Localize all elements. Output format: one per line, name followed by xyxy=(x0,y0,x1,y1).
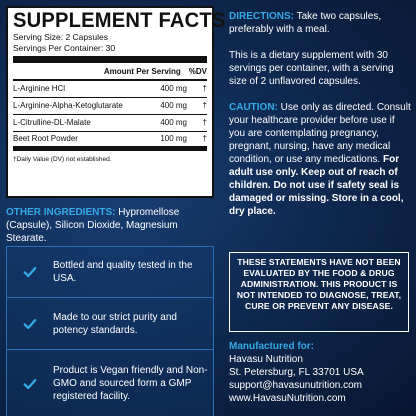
company-name: Havasu Nutrition xyxy=(229,354,303,365)
claim-text: Bottled and quality tested in the USA. xyxy=(53,260,193,284)
claim-item xyxy=(6,350,214,416)
facts-row xyxy=(13,81,207,98)
ingredient-dv: † xyxy=(202,118,207,127)
website: www.HavasuNutrition.com xyxy=(229,393,346,404)
ingredient-dv: † xyxy=(202,84,207,93)
company-address: St. Petersburg, FL 33701 USA xyxy=(229,367,364,378)
caution-text: Use only as directed. Consult your healthcare provider before use if you are contemplating pregnancy, pregnant, nursing, have any medical condition, or use any medications. xyxy=(229,102,411,165)
claims-list xyxy=(6,246,214,416)
directions-label: DIRECTIONS: xyxy=(229,11,294,22)
manufacturer-label: Manufactured for: xyxy=(229,341,314,352)
servings-per-container: Servings Per Container: 30 xyxy=(13,43,116,53)
caution-label: CAUTION: xyxy=(229,102,278,113)
check-icon xyxy=(7,298,53,349)
ingredient-dv: † xyxy=(202,101,207,110)
caution xyxy=(229,101,413,218)
product-description: This is a dietary supplement with 30 servings per container, with a serving size of 2 unflavored capsules. xyxy=(229,50,394,87)
facts-divider xyxy=(13,56,207,63)
check-icon xyxy=(7,350,53,416)
ingredient-name: L-Citrulline-DL-Malate xyxy=(13,118,91,127)
ingredient-amount: 400 mg xyxy=(160,118,187,127)
other-ingredients-label: OTHER INGREDIENTS: xyxy=(6,207,116,218)
check-icon xyxy=(7,247,53,297)
ingredient-name: Beet Root Powder xyxy=(13,134,78,143)
directions-text: Take two capsules, preferably with a meal. xyxy=(229,11,382,35)
ingredient-name: L-Arginine-Alpha-Ketoglutarate xyxy=(13,101,123,110)
claim-item xyxy=(6,246,214,298)
facts-row xyxy=(13,98,207,115)
facts-row xyxy=(13,132,207,151)
claim-text: Product is Vegan friendly and Non-GMO and sourced form a GMP registered facility. xyxy=(53,365,208,402)
ingredient-name: L-Arginine HCl xyxy=(13,84,66,93)
claim-item xyxy=(6,298,214,350)
claim-text: Made to our strict purity and potency standards. xyxy=(53,311,177,336)
ingredient-amount: 400 mg xyxy=(160,101,187,110)
other-ingredients xyxy=(6,206,214,245)
manufacturer-info xyxy=(229,340,413,405)
directions xyxy=(229,10,413,36)
other-ingredients-text: Hypromellose (Capsule), Silicon Dioxide, Magnesium Stearate. xyxy=(6,207,180,244)
ingredient-dv: † xyxy=(202,134,207,143)
daily-value-footnote: †Daily Value (DV) not established. xyxy=(13,156,112,163)
supplement-facts-panel xyxy=(6,6,226,198)
amount-header: Amount Per Serving xyxy=(103,67,181,76)
fda-disclaimer: THESE STATEMENTS HAVE NOT BEEN EVALUATED BY THE FOOD & DRUG ADMINISTRATION. THIS PRODUCT IS NOT INTENDED TO DIAGNOSE, TREAT, CURE OR PREVENT ANY DISEASE. xyxy=(229,252,409,332)
right-column xyxy=(229,10,413,231)
facts-header-row xyxy=(13,66,207,81)
facts-row xyxy=(13,115,207,132)
ingredient-amount: 100 mg xyxy=(160,134,187,143)
ingredient-amount: 400 mg xyxy=(160,84,187,93)
dv-header: %DV xyxy=(188,67,207,76)
serving-size: Serving Size: 2 Capsules xyxy=(13,32,108,42)
facts-title: SUPPLEMENT FACTS xyxy=(13,9,226,32)
caution-bold-text: For adult use only. Keep out of reach of children. Do not use if safety seal is damaged or missing. Store in a cool, dry place. xyxy=(229,154,404,217)
support-email: support@havasunutrition.com xyxy=(229,380,362,391)
